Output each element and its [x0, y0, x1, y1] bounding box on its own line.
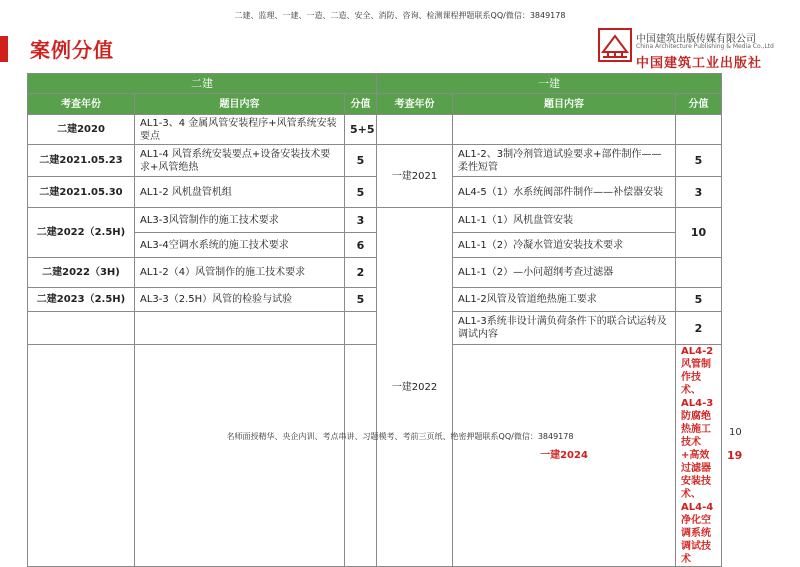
group-header-left: 二建 [28, 74, 377, 94]
left-year-cell-empty [28, 345, 135, 567]
left-content-cell: AL1-3、4 金属风管安装程序+风管系统安装要点 [135, 115, 345, 145]
right-year-cell-empty [377, 115, 453, 145]
left-year-cell: 二建2023（2.5H) [28, 288, 135, 312]
left-year-cell: 二建2020 [28, 115, 135, 145]
left-score-cell: 5 [345, 145, 377, 177]
title-accent-bar [0, 36, 8, 62]
right-content-cell: AL4-2风管制作技术、AL4-3防腐绝热施工技术+高效过滤器安装技术、AL4-4净化空调系统调试技术 [676, 345, 722, 567]
left-content-cell: AL3-4空调水系统的施工技术要求 [135, 233, 345, 258]
left-year-cell: 二建2022（3H) [28, 258, 135, 288]
left-year-cell: 二建2022（2.5H) [28, 208, 135, 258]
left-year-cell: 二建2021.05.30 [28, 177, 135, 208]
right-content-cell: AL1-1（2）—小问超纲考查过滤器 [453, 258, 676, 288]
publisher-emblem-icon [598, 28, 632, 62]
right-content-cell: AL1-3系统非设计满负荷条件下的联合试运转及调试内容 [453, 312, 676, 345]
right-score-cell: 10 [676, 208, 722, 258]
left-content-cell: AL3-3（2.5H）风管的检验与试验 [135, 288, 345, 312]
right-score-cell-empty [676, 115, 722, 145]
publisher-logo-block [598, 26, 788, 76]
right-content-cell: AL4-5（1）水系统阀部件制作——补偿器安装 [453, 177, 676, 208]
right-content-cell: AL1-2风管及管道绝热施工要求 [453, 288, 676, 312]
left-score-cell: 5+5 [345, 115, 377, 145]
right-content-cell: AL1-1（1）风机盘管安装 [453, 208, 676, 233]
col-header-score: 分值 [345, 94, 377, 115]
publisher-name-en: China Architecture Publishing & Media Co.,Ltd [636, 43, 774, 50]
col-header-score: 分值 [676, 94, 722, 115]
right-score-cell-empty [676, 258, 722, 288]
page-title: 案例分值 [30, 38, 114, 62]
left-content-cell: AL1-2（4）风管制作的施工技术要求 [135, 258, 345, 288]
col-header-content: 题目内容 [453, 94, 676, 115]
top-note: 二建、监理、一建、一造、二造、安全、消防、咨询、检测课程押题联系QQ/微信：3849178 [234, 11, 566, 20]
left-year-cell-empty [28, 312, 135, 345]
bottom-note: 名师面授精华、央企内训、考点串讲、习题模考、考前三页纸、绝密押题联系QQ/微信：3849178 [226, 432, 574, 441]
right-year-cell: 一建2022 [377, 208, 453, 567]
left-content-cell: AL1-4 风管系统安装要点+设备安装技术要求+风管绝热 [135, 145, 345, 177]
right-content-cell-empty [453, 115, 676, 145]
left-score-cell: 6 [345, 233, 377, 258]
score-table: 二建 一建 考查年份 题目内容 分值 考查年份 题目内容 分值 二建2020 AL1-3、4 金属风管安装程序+风管系统安装要点 5+5 二建2021.05.23 AL1-4 风管系统安装要点+设备安装技术要求+风管绝热 5 一建2021 AL1-2、3制冷剂管道试验要求+部件制作——柔性短管 5 二建2021.05.30 AL1-2 风机盘管机组 5 AL4-5（1）水系统阀部件制作——补偿器安装 3 二建2022（2.5H) AL3-3风管制作的施工技术要求 3 一建2022 AL1-1（1）风机盘管安装 10 AL3-4空调水系统的施工技术要求 6 AL1-1（2）冷凝水管道安装技术要求 二建2022（3H) AL1-2（4）风管制作的施工技术要求 2 AL1-1（2）—小问超纲考查过滤器 二建2023（2.5H) AL3-3（2.5H）风管的检验与试验 5 AL1-2风管及管道绝热施工要求 5 AL1-3系统非设计满负荷条件下的联合试运转及调试内容 2 一建2024 AL4-2风管制作技术、AL4-3防腐绝热施工技术+高效过滤器安装技术、AL4-4净化空调系统调试技术 19 [27, 73, 722, 567]
col-header-year: 考查年份 [28, 94, 135, 115]
right-score-cell: 2 [676, 312, 722, 345]
left-score-cell: 5 [345, 288, 377, 312]
publisher-name-cn: 中国建筑出版传媒有限公司 [636, 34, 756, 45]
left-score-cell: 3 [345, 208, 377, 233]
right-content-cell: AL1-1（2）冷凝水管道安装技术要求 [453, 233, 676, 258]
col-header-year: 考查年份 [377, 94, 453, 115]
left-score-cell: 2 [345, 258, 377, 288]
left-content-cell: AL3-3风管制作的施工技术要求 [135, 208, 345, 233]
left-content-cell: AL1-2 风机盘管机组 [135, 177, 345, 208]
left-content-cell-empty [135, 345, 345, 567]
right-year-cell: 一建2024 [453, 345, 676, 567]
group-header-right: 一建 [377, 74, 722, 94]
page-number: 10 [729, 427, 742, 438]
right-score-cell: 3 [676, 177, 722, 208]
right-content-cell: AL1-2、3制冷剂管道试验要求+部件制作——柔性短管 [453, 145, 676, 177]
left-content-cell-empty [135, 312, 345, 345]
left-score-cell-empty [345, 312, 377, 345]
right-score-cell: 5 [676, 145, 722, 177]
right-score-cell: 5 [676, 288, 722, 312]
left-year-cell: 二建2021.05.23 [28, 145, 135, 177]
right-year-cell: 一建2021 [377, 145, 453, 208]
publisher-calligraphy: 中国建筑工业出版社 [636, 56, 763, 71]
left-score-cell-empty [345, 345, 377, 567]
left-score-cell: 5 [345, 177, 377, 208]
col-header-content: 题目内容 [135, 94, 345, 115]
